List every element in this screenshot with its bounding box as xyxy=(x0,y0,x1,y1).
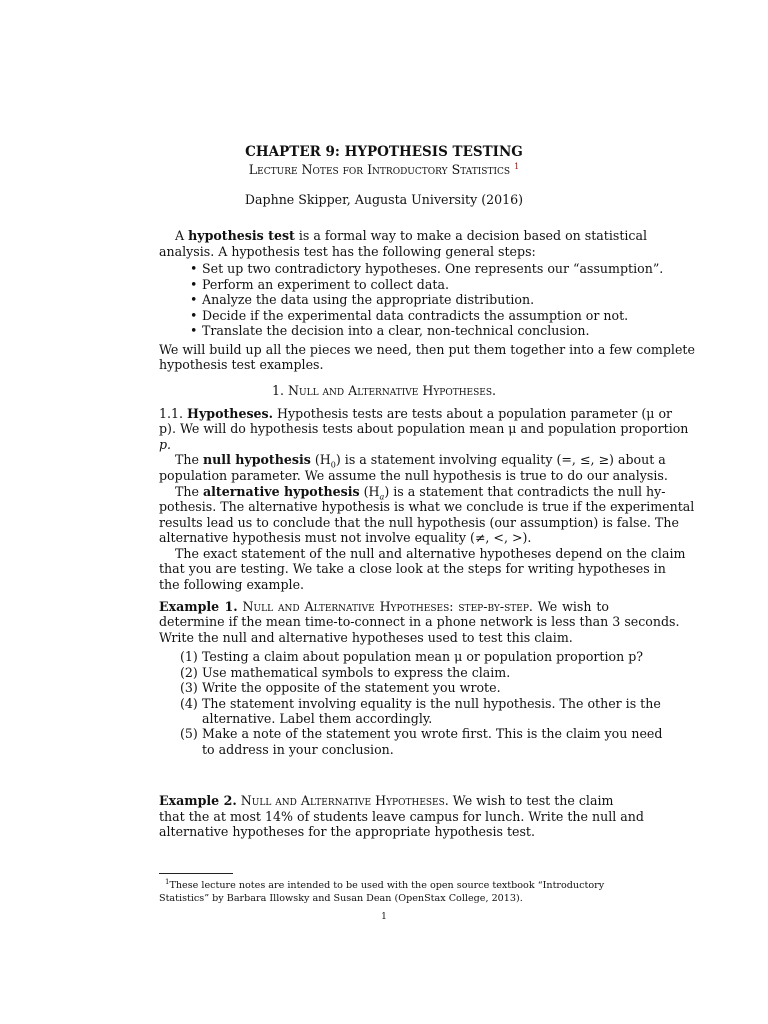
intro-line-1: A hypothesis test is a formal way to make a decision based on statistical xyxy=(175,228,648,243)
footnote-line-1: $^1$These lecture notes are intended to be used with the open source textbook “Introductory xyxy=(165,877,605,891)
alt-line-1: The alternative hypothesis $(H_a)$ is a statement that contradicts the null hy- xyxy=(175,484,666,502)
footnote-line-2: Statistics” by Barbara Illowsky and Susan Dean (OpenStax College, 2013). xyxy=(159,893,523,904)
example2-line-1: Example 2. Null and Alternative Hypotheses. We wish to test the claim xyxy=(159,793,614,808)
subtitle-text: Lecture Notes for Introductory Statistics xyxy=(248,162,511,177)
example1-line-2: determine if the mean time-to-connect in a phone network is less than 3 seconds. xyxy=(159,614,680,629)
subtitle xyxy=(0,162,768,177)
footnote-link[interactable]: 1 xyxy=(514,161,520,171)
sub11-line-3: p. xyxy=(159,437,172,452)
intro-line-2: analysis. A hypothesis test has the following general steps: xyxy=(159,244,536,259)
exact-line-2: that you are testing. We take a close look at the steps for writing hypotheses in xyxy=(159,561,666,576)
example2-title: Null and Alternative Hypotheses. xyxy=(240,793,449,808)
subsection-heading: Hypotheses. xyxy=(187,406,274,421)
exact-line-1: The exact statement of the null and alternative hypotheses depend on the claim xyxy=(175,546,686,561)
example2-line-2: that the at most 14% of students leave campus for lunch. Write the null and xyxy=(159,809,644,824)
alt-line-4: alternative hypothesis must not involve equality (≠, <, >). xyxy=(159,530,532,545)
alt-line-3: results lead us to conclude that the null hypothesis (our assumption) is false. The xyxy=(159,515,679,530)
example1-line-1: Example 1. Null and Alternative Hypotheses: step-by-step. We wish to xyxy=(159,599,609,614)
section-heading: 1. Null and Alternative Hypotheses. xyxy=(271,383,497,398)
example1-title: Null and Alternative Hypotheses: step-by-step. xyxy=(242,599,533,614)
term-alternative-hypothesis: alternative hypothesis xyxy=(202,484,360,499)
example1-label: Example 1. xyxy=(159,599,238,614)
example2-label: Example 2. xyxy=(159,793,237,808)
null-line-1: The null hypothesis $(H_0)$ is a statement involving equality (=, ≤, ≥) about a xyxy=(175,452,666,470)
term-null-hypothesis: null hypothesis xyxy=(202,452,311,467)
alt-line-2: pothesis. The alternative hypothesis is what we conclude is true if the experimental xyxy=(159,499,695,514)
page-number: 1 xyxy=(381,912,387,922)
example1-line-3: Write the null and alternative hypotheses used to test this claim. xyxy=(159,630,573,645)
author-line: Daphne Skipper, Augusta University (2016) xyxy=(244,192,524,207)
term-hypothesis-test: hypothesis test xyxy=(188,228,295,243)
chapter-title: CHAPTER 9: HYPOTHESIS TESTING xyxy=(245,144,523,160)
null-line-2: population parameter. We assume the null hypothesis is true to do our analysis. xyxy=(159,468,668,483)
footnote-mark: 1 xyxy=(165,877,170,886)
footnote-rule xyxy=(159,873,233,874)
sub11-line-1: 1.1. Hypotheses. Hypothesis tests are tests about a population parameter (μ or xyxy=(159,406,673,421)
intro-line-4: hypothesis test examples. xyxy=(159,357,324,372)
exact-line-3: the following example. xyxy=(159,577,305,592)
sub11-line-2: p). We will do hypothesis tests about population mean μ and population proportion xyxy=(159,421,689,436)
intro-line-3: We will build up all the pieces we need, then put them together into a few complete xyxy=(159,342,695,357)
example2-line-3: alternative hypotheses for the appropriate hypothesis test. xyxy=(159,824,535,839)
document-page: CHAPTER 9: HYPOTHESIS TESTING Lecture Notes for Introductory Statistics $^1$ Daphne Skipper, Augusta University (2016) A hypothesis test is a formal way to make a decision based on statistical analysis. A hypothesis test has the following general steps: • Set up two contradictory hypotheses. One represents our “assumption”. • Perform an experiment to collect data. • Analyze the data using the appropriate distribution. • Decide if the experimental data contradicts the assumption or not. • Translate the decision into a clear, non-technical conclusion. We will build up all the pieces we need, then put them together into a few complete hypothesis test examples. 1. Null and Alternative Hypotheses. 1.1. Hypotheses. Hypothesis tests are tests about a population parameter (μ or p). We will do hypothesis tests about population mean μ and population proportion p. The null hypothesis $(H_0)$ is a statement involving equality (=, ≤, ≥) about a population parameter. We assume the null hypothesis is true to do our analysis. The alternative hypothesis $(H_a)$ is a statement that contradicts the null hy- pothesis. The alternative hypothesis is what we conclude is true if the experimental results lead us to conclude that the null hypothesis (our assumption) is false. The alternative hypothesis must not involve equality (≠, <, >). The exact statement of the null and alternative hypotheses depend on the claim that you are testing. We take a close look at the steps for writing hypotheses in the following example. Example 1. Null and Alternative Hypotheses: step-by-step. We wish to determine if the mean time-to-connect in a phone network is less than 3 seconds. Write the null and alternative hypotheses used to test this claim. (1) Testing a claim about population mean μ or population proportion p? (2) Use mathematical symbols to express the claim. (3) Write the opposite of the statement you wrote. (4) The statement involving equality is the null hypothesis. The other is the alternative. Label them accordingly. (5) Make a note of the statement you wrote first. This is the claim you need to address in your conclusion. Example 2. Null and Alternative Hypotheses. We wish to test the claim that the at most 14% of students leave campus for lunch. Write the null and alternative hypotheses for the appropriate hypothesis test. $^1$These lecture notes are intended to be used with the open source textbook “Introductory Statistics” by Barbara Illowsky and Susan Dean (OpenStax College, 2013). 1 xyxy=(0,0,768,1024)
